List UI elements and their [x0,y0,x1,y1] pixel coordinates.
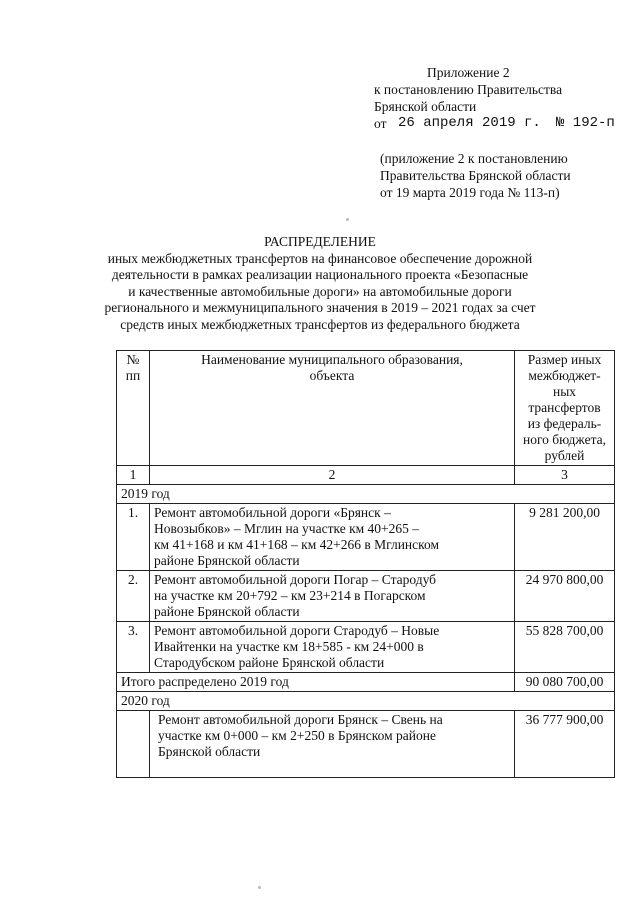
heading-title: РАСПРЕДЕЛЕНИЕ [264,234,376,249]
row-object-line: Ремонт автомобильной дороги Стародуб – Новые [154,623,440,638]
header-name-cell [150,351,515,466]
table-row [117,504,615,571]
total-2019-value: 90 080 700,00 [515,673,615,692]
year-2020-row [117,692,615,711]
row-object-name [150,622,515,673]
appendix-date: 26 апреля 2019 г. [398,115,541,131]
appendix-date-prefix: от [374,116,387,131]
appendix-number: № 192-п [556,115,615,131]
prior-note-line-3: от 19 марта 2019 года № 113-п) [380,185,560,200]
row-object-line: на участке км 20+792 – км 23+214 в Погарском [154,588,426,603]
header-name-line: объекта [309,368,355,383]
prior-note-line-2: Правительства Брянской области [380,168,571,183]
row-object-line: Стародубском районе Брянской области [154,655,385,670]
row-amount: 24 970 800,00 [515,571,615,622]
row-number: 2. [117,571,150,622]
row-object-line: Новозыбков» – Мглин на участке км 40+265 – [154,521,420,536]
scan-speck [346,218,349,221]
row-number [117,711,150,778]
row-number: 1. [117,504,150,571]
row-object-line: Ремонт автомобильной дороги Брянск – Свень на [158,712,443,727]
row-object-line: районе Брянской области [154,604,300,619]
scan-speck [258,886,261,889]
heading-line-1: иных межбюджетных трансфертов на финансовое обеспечение дорожной [107,250,533,266]
heading-line-4: регионального и межмуниципального значения в 2019 – 2021 годах за счет [104,300,536,315]
column-number-cell: 1 [117,466,150,485]
row-amount: 9 281 200,00 [515,504,615,571]
header-name-line: Наименование муниципального образования, [201,352,463,367]
year-2020-label: 2020 год [117,692,615,711]
header-num-cell [117,351,150,466]
heading-line-5: средств иных межбюджетных трансфертов из федерального бюджета [120,316,520,332]
row-amount: 55 828 700,00 [515,622,615,673]
table-row [117,711,615,778]
year-2019-label: 2019 год [117,485,615,504]
header-amount-line: рублей [544,448,585,463]
row-object-line: км 41+168 и км 41+168 – км 42+266 в Мглинском [154,537,440,552]
header-amount-line: трансфертов [528,400,601,415]
column-number-cell: 3 [515,466,615,485]
header-amount-line: ного бюджета, [522,432,606,447]
row-object-name [150,571,515,622]
column-number-row [117,466,615,485]
row-number: 3. [117,622,150,673]
year-2019-row [117,485,615,504]
table-row [117,571,615,622]
header-amount-line: ных [552,384,577,399]
column-number-cell: 2 [150,466,515,485]
distribution-table [116,350,615,778]
table-row [117,622,615,673]
appendix-decree-line: к постановлению Правительства [374,82,563,97]
row-object-name [150,711,515,778]
document-heading [0,234,640,333]
row-object-line: Ивайтенки на участке км 18+585 - км 24+000 в [154,639,424,654]
row-object-name [150,504,515,571]
appendix-title: Приложение 2 [427,65,510,80]
row-object-line: районе Брянской области [154,553,300,568]
header-amount-cell [515,351,615,466]
heading-line-3: и качественные автомобильные дороги» на автомобильные дороги [128,283,512,299]
appendix-region-line: Брянской области [374,99,477,114]
row-object-line: Ремонт автомобильной дороги «Брянск – [154,505,391,520]
table-header-row [117,351,615,466]
heading-line-2: деятельности в рамках реализации национального проекта «Безопасные [111,267,529,282]
row-amount: 36 777 900,00 [515,711,615,778]
total-2019-label: Итого распределено 2019 год [117,673,515,692]
row-object-line: участке км 0+000 – км 2+250 в Брянском районе [158,728,436,743]
header-amount-line: межбюджет- [528,368,601,383]
row-object-line: Ремонт автомобильной дороги Погар – Стародуб [154,572,437,587]
header-amount-line: из федераль- [527,416,602,431]
prior-note-line-1: (приложение 2 к постановлению [380,151,568,166]
header-amount-line: Размер иных [527,352,602,367]
header-num-line: пп [125,368,141,383]
row-spacer [158,760,510,776]
total-2019-row [117,673,615,692]
header-num-line: № [126,352,140,367]
row-object-line: Брянской области [158,744,261,759]
